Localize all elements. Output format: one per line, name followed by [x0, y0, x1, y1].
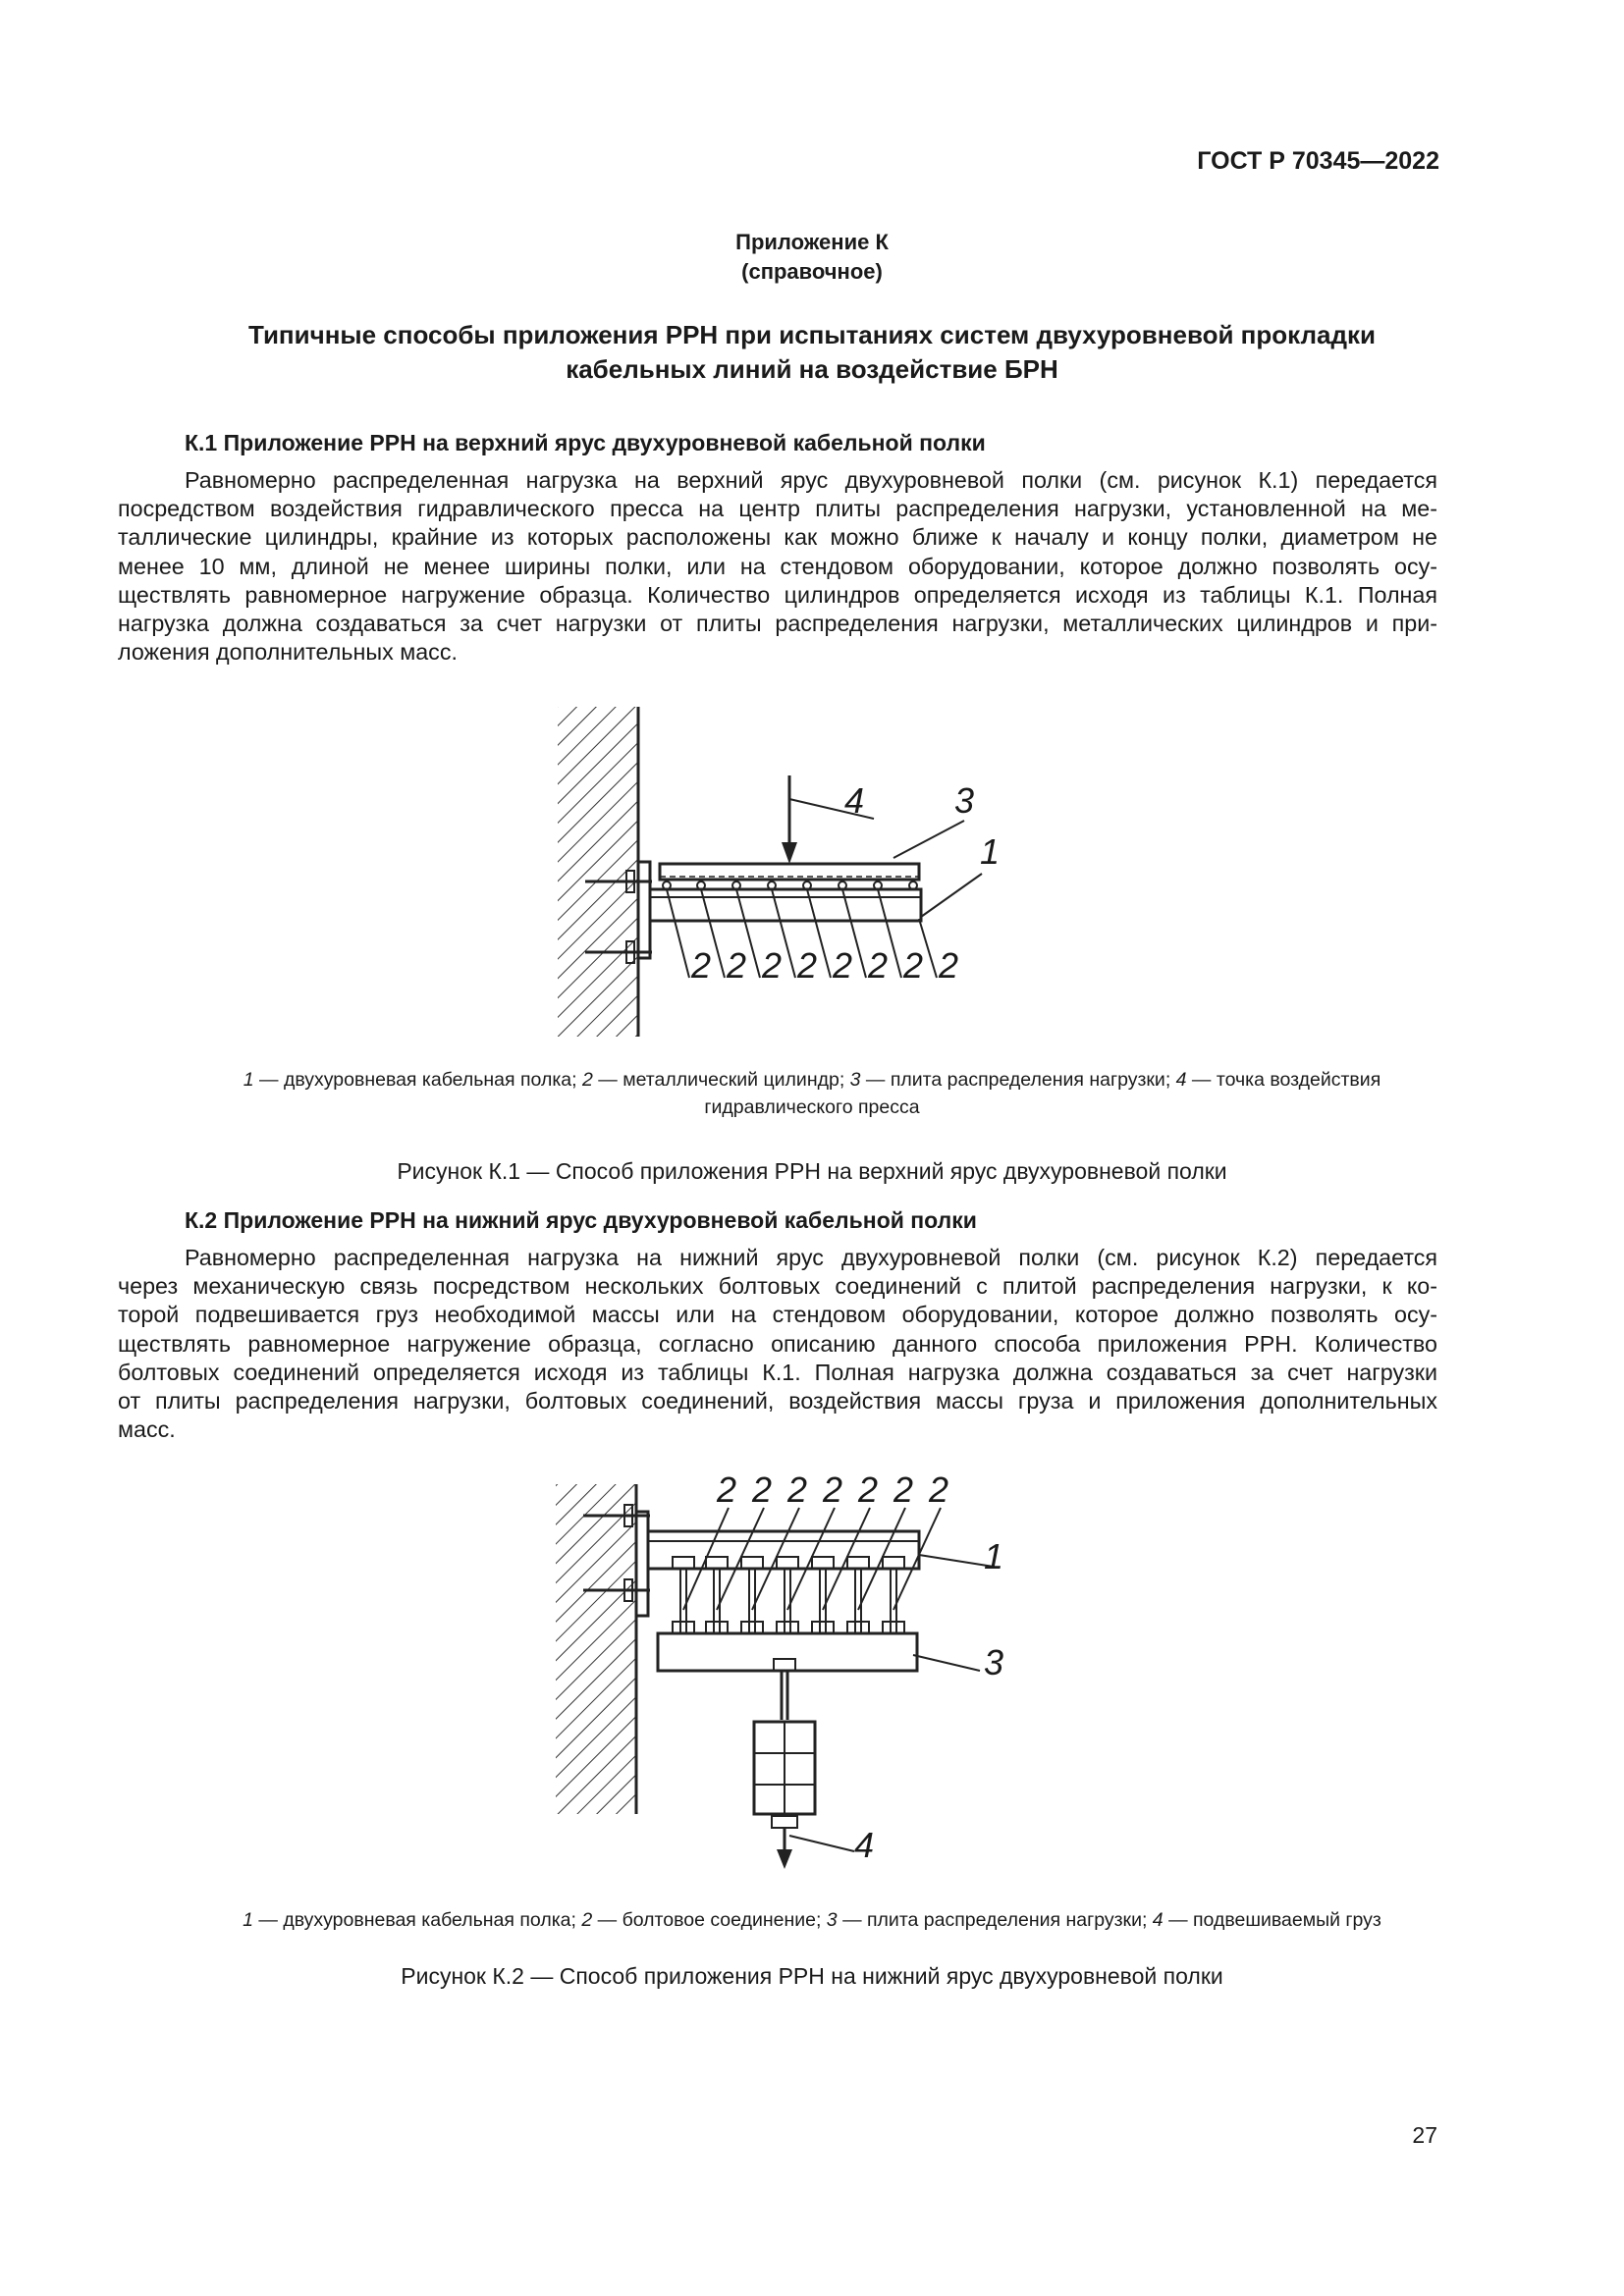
label-3: 3 [984, 1642, 1004, 1682]
cylinder-leader [667, 889, 689, 978]
load-plate [658, 1633, 917, 1671]
legend-text: — болтовое соединение; [592, 1909, 827, 1931]
bolt-label: 2 [787, 1469, 808, 1510]
section-1-heading: К.1 Приложение РРН на верхний ярус двухуровневой кабельной полки [185, 430, 986, 455]
paragraph-line: масс. [118, 1416, 176, 1443]
figure-2-legend [0, 1906, 1624, 1934]
bolt-leader [683, 1508, 729, 1610]
legend-text: — плита распределения нагрузки; [837, 1909, 1153, 1931]
cylinder-label: 2 [939, 945, 959, 986]
document-code: ГОСТ Р 70345—2022 [1197, 147, 1439, 175]
bolt-nut [883, 1622, 904, 1633]
main-title-line-1: Типичные способы приложения РРН при испытаниях систем двухуровневой прокладки [248, 320, 1376, 349]
bolt-nut [883, 1557, 904, 1569]
cable-shelf [648, 1531, 919, 1569]
leader-1 [919, 1555, 994, 1567]
paragraph-line: торой подвешивается груз необходимой массы или на стендовом оборудовании, которое должно позволять осу- [118, 1302, 1437, 1328]
paragraph-line: таллические цилиндры, крайние из которых расположены как можно ближе к началу и концу полки, диаметром не [118, 524, 1437, 551]
paragraph-line: ложения дополнительных масс. [118, 639, 458, 666]
bolt-nut [741, 1557, 763, 1569]
hanger-nut [774, 1659, 795, 1671]
label-1: 1 [984, 1536, 1004, 1576]
section-2-paragraph [118, 1244, 1437, 1444]
bolt-label: 2 [929, 1469, 949, 1510]
figure-1-legend [0, 1066, 1624, 1121]
bolt-nut [812, 1622, 834, 1633]
bolt-leader [717, 1508, 764, 1610]
paragraph-line: Равномерно распределенная нагрузка на нижний ярус двухуровневой полки (см. рисунок К.2) передается [185, 1245, 1437, 1270]
bolt-label: 2 [823, 1469, 843, 1510]
weight-nut [772, 1816, 797, 1828]
cylinder-labels [667, 889, 958, 986]
legend-text: — подвешиваемый груз [1163, 1909, 1381, 1931]
paragraph-line: ществлять равномерное нагружение образца. Количество цилиндров определяется исходя из таблицы К.1. Полная [118, 581, 1437, 608]
bolt-label: 2 [858, 1469, 879, 1510]
annex-subtitle: (справочное) [741, 259, 883, 284]
legend-text: — двухуровневая кабельная полка; [253, 1069, 582, 1091]
paragraph-line: ществлять равномерное нагружение образца, согласно описанию данного способа приложения РРН. Количество [118, 1330, 1437, 1357]
bolt-labels [683, 1469, 948, 1610]
paragraph-line: через механическую связь посредством нескольких болтовых соединений с плитой распределения нагрузки, к ко- [118, 1273, 1437, 1300]
leader-1 [921, 874, 982, 917]
bolt-nut [673, 1557, 694, 1569]
label-1: 1 [980, 831, 1001, 872]
weight-arrow-head [777, 1849, 792, 1869]
legend-line-1 [0, 1066, 1624, 1094]
bolt-leader [787, 1508, 835, 1610]
paragraph-line: Равномерно распределенная нагрузка на верхний ярус двухуровневой полки (см. рисунок К.1) передается [185, 467, 1437, 493]
cylinder-label: 2 [727, 945, 747, 986]
cable-shelf [650, 889, 921, 921]
bolt-nut [673, 1622, 694, 1633]
paragraph-line: нагрузка должна создаваться за счет нагрузки от плиты распределения нагрузки, металлических цилиндров и при- [118, 611, 1437, 637]
bolt-label: 2 [893, 1469, 914, 1510]
bracket [636, 1512, 648, 1616]
legend-number: 2 [581, 1909, 593, 1931]
legend-number: 2 [582, 1069, 593, 1091]
label-4: 4 [854, 1825, 875, 1865]
leader-3 [893, 821, 964, 858]
legend-line-2: гидравлического пресса [704, 1096, 920, 1118]
legend-text: — плита распределения нагрузки; [860, 1069, 1176, 1091]
bolt-nut [847, 1557, 869, 1569]
paragraph-line: менее 10 мм, длиной не менее ширины полки, или на стендовом оборудовании, которое должно позволять осу- [118, 553, 1437, 579]
legend-number: 1 [243, 1069, 254, 1091]
leader-4 [789, 1836, 854, 1851]
paragraph-line: болтовых соединений определяется исходя из таблицы К.1. Полная нагрузка должна создаваться за счет нагрузки [118, 1359, 1437, 1385]
cylinder-label: 2 [833, 945, 853, 986]
section-2-heading: К.2 Приложение РРН на нижний ярус двухуровневой кабельной полки [185, 1207, 977, 1233]
figure-1-caption: Рисунок К.1 — Способ приложения РРН на верхний ярус двухуровневой полки [397, 1158, 1227, 1184]
bolt-nut [777, 1557, 798, 1569]
page-number: 27 [1412, 2122, 1437, 2148]
bolt-nut [706, 1557, 728, 1569]
cylinder-label: 2 [797, 945, 818, 986]
legend-number: 4 [1152, 1909, 1164, 1931]
bolt-nut [706, 1622, 728, 1633]
bolt-nut [777, 1622, 798, 1633]
bolt-nut [812, 1557, 834, 1569]
label-4: 4 [844, 780, 865, 821]
legend-number: 4 [1175, 1069, 1187, 1091]
cylinder-label: 2 [903, 945, 924, 986]
cylinder-label: 2 [868, 945, 889, 986]
bolt-label: 2 [717, 1469, 737, 1510]
wall-hatching [556, 1484, 636, 1814]
legend-text: — металлический цилиндр; [592, 1069, 850, 1091]
legend-text: — двухуровневая кабельная полка; [252, 1909, 582, 1931]
legend-line-1 [0, 1906, 1624, 1934]
bolt-leader [893, 1508, 941, 1610]
figure-2-caption: Рисунок К.2 — Способ приложения РРН на нижний ярус двухуровневой полки [401, 1963, 1223, 1989]
bolt-leader [752, 1508, 799, 1610]
bolt-nut [741, 1622, 763, 1633]
bolt-nut [847, 1622, 869, 1633]
cylinder-label: 2 [762, 945, 783, 986]
legend-number: 3 [849, 1069, 861, 1091]
main-title-line-2: кабельных линий на воздействие БРН [566, 354, 1058, 384]
bolt-leader [858, 1508, 905, 1610]
annex-title: Приложение К [735, 230, 889, 254]
paragraph-line: посредством воздействия гидравлического пресса на центр плиты распределения нагрузки, установленной на ме- [118, 496, 1437, 522]
bolt-leader [823, 1508, 870, 1610]
legend-number: 3 [826, 1909, 838, 1931]
legend-number: 1 [243, 1909, 253, 1931]
press-arrow-head [782, 842, 797, 864]
legend-text: — точка воздействия [1186, 1069, 1381, 1091]
cylinder-label: 2 [691, 945, 712, 986]
paragraph-line: от плиты распределения нагрузки, болтовых соединений, воздействия массы груза и приложения дополнительных [118, 1388, 1437, 1415]
leader-3 [913, 1655, 980, 1671]
label-3: 3 [954, 780, 975, 821]
bracket [638, 862, 650, 958]
bolt-label: 2 [752, 1469, 773, 1510]
bolt-row [673, 1557, 904, 1633]
